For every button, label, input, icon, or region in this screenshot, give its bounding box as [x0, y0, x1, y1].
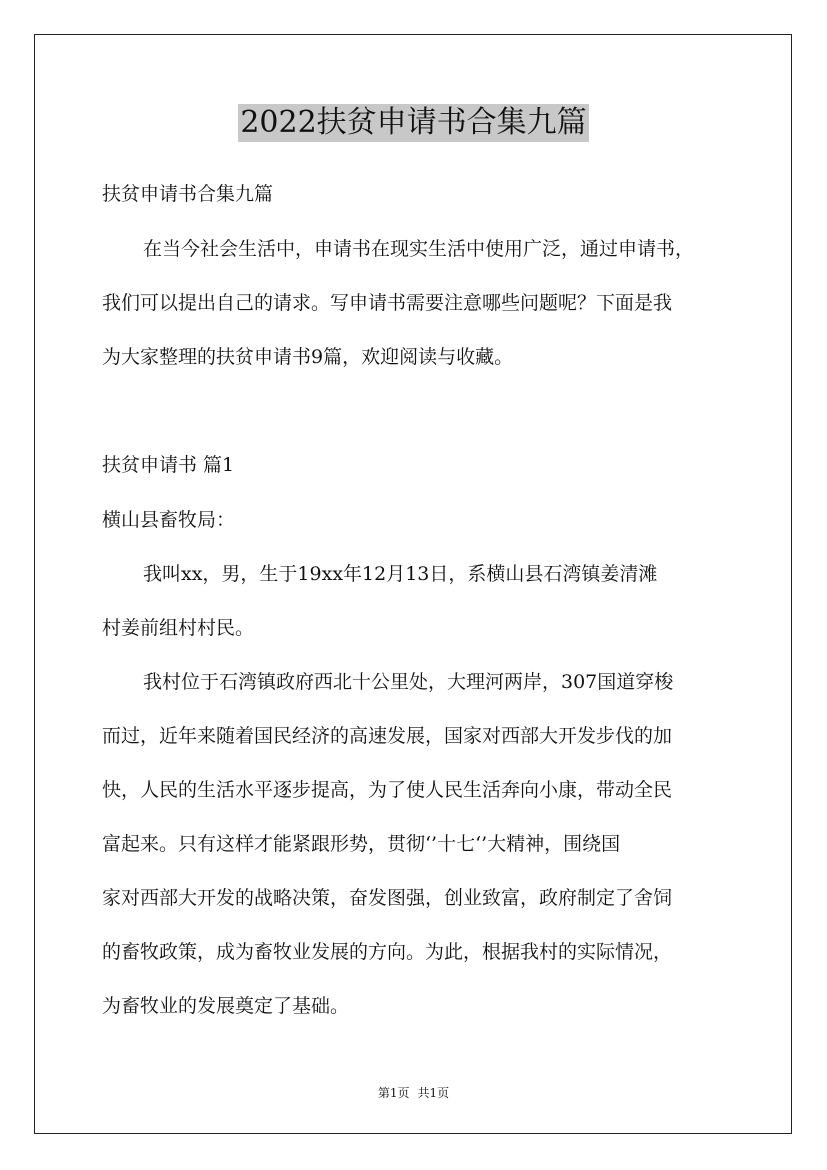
- paragraph-line: 的畜牧政策，成为畜牧业发展的方向。为此，根据我村的实际情况，: [102, 941, 673, 963]
- paragraph-line: 村姜前组村村民。: [102, 617, 255, 639]
- intro-line: 我们可以提出自己的请求。写申请书需要注意哪些问题呢？下面是我: [102, 292, 673, 314]
- intro-line: 为大家整理的扶贫申请书9篇，欢迎阅读与收藏。: [102, 346, 514, 368]
- salutation: 横山县畜牧局：: [102, 509, 236, 531]
- subtitle: 扶贫申请书合集九篇: [102, 183, 274, 205]
- paragraph-line: 为畜牧业的发展奠定了基础。: [102, 995, 350, 1017]
- paragraph-line: 快，人民的生活水平逐步提高，为了使人民生活奔向小康，带动全民: [102, 779, 673, 801]
- title-container: [0, 104, 827, 142]
- paragraph-line: 我村位于石湾镇政府西北十公里处，大理河两岸，307国道穿梭: [143, 671, 674, 693]
- paragraph-line: 富起来。只有这样才能紧跟形势，贯彻‘’十七‘’大精神，围绕国: [102, 833, 621, 855]
- paragraph-line: 家对西部大开发的战略决策，奋发图强，创业致富，政府制定了舍饲: [102, 887, 673, 909]
- paragraph-line: 而过，近年来随着国民经济的高速发展，国家对西部大开发步伐的加: [102, 725, 673, 747]
- section-heading: 扶贫申请书 篇1: [102, 454, 235, 476]
- page-footer: [0, 1084, 827, 1101]
- page-number: 第1页: [377, 1086, 410, 1100]
- document-title: 2022扶贫申请书合集九篇: [240, 105, 587, 140]
- intro-line: 在当今社会生活中，申请书在现实生活中使用广泛，通过申请书，: [143, 238, 695, 260]
- paragraph-line: 我叫xx，男，生于19xx年12月13日，系横山县石湾镇姜清滩: [143, 563, 658, 585]
- page-total: 共1页: [417, 1086, 450, 1100]
